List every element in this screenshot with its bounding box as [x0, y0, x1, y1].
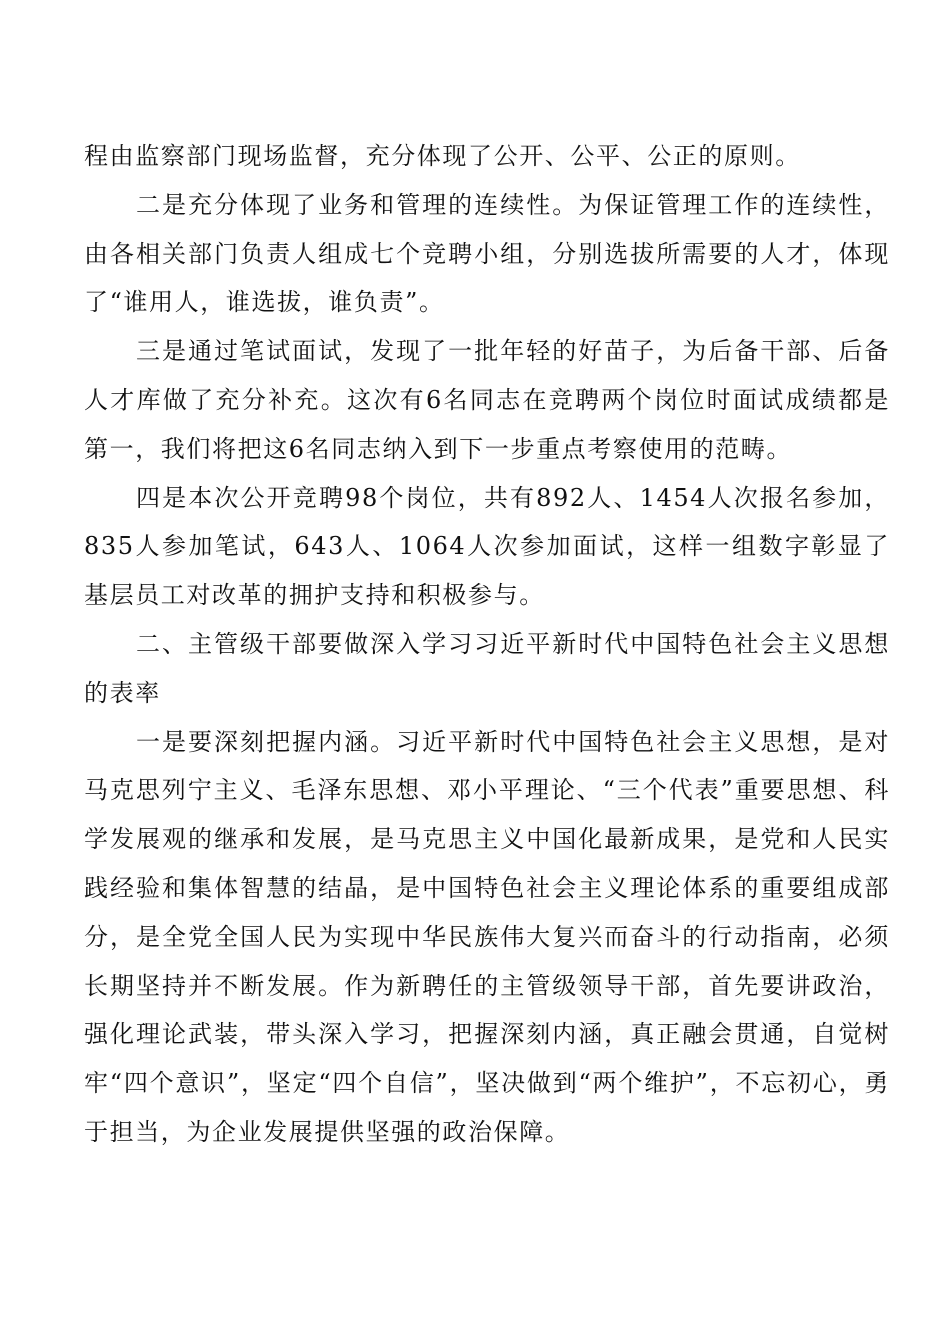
paragraph-point-two: 二是充分体现了业务和管理的连续性。为保证管理工作的连续性，由各相关部门负责人组成七个竞聘小组，分别选拔所需要的人才，体现了“谁用人，谁选拔，谁负责”。	[84, 190, 890, 317]
section-heading-two: 二、主管级干部要做深入学习习近平新时代中国特色社会主义思想的表率	[84, 629, 890, 707]
document-body	[84, 132, 890, 1157]
paragraph-continuation: 程由监察部门现场监督，充分体现了公开、公平、公正的原则。	[84, 142, 801, 170]
paragraph-point-four: 四是本次公开竞聘98个岗位，共有892人、1454人次报名参加，835人参加笔试，643人、1064人次参加面试，这样一组数字彰显了基层员工对改革的拥护支持和积极参与。	[84, 483, 890, 610]
paragraph-grasp-connotation: 一是要深刻把握内涵。习近平新时代中国特色社会主义思想，是对马克思列宁主义、毛泽东思想、邓小平理论、“三个代表”重要思想、科学发展观的继承和发展，是马克思主义中国化最新成果，是党和人民实践经验和集体智慧的结晶，是中国特色社会主义理论体系的重要组成部分，是全党全国人民为实现中华民族伟大复兴而奋斗的行动指南，必须长期坚持并不断发展。作为新聘任的主管级领导干部，首先要讲政治，强化理论武装，带头深入学习，把握深刻内涵，真正融会贯通，自觉树牢“四个意识”，坚定“四个自信”，坚决做到“两个维护”，不忘初心，勇于担当，为企业发展提供坚强的政治保障。	[84, 727, 890, 1146]
paragraph-point-three: 三是通过笔试面试，发现了一批年轻的好苗子，为后备干部、后备人才库做了充分补充。这次有6名同志在竞聘两个岗位时面试成绩都是第一，我们将把这6名同志纳入到下一步重点考察使用的范畴。	[84, 337, 890, 463]
